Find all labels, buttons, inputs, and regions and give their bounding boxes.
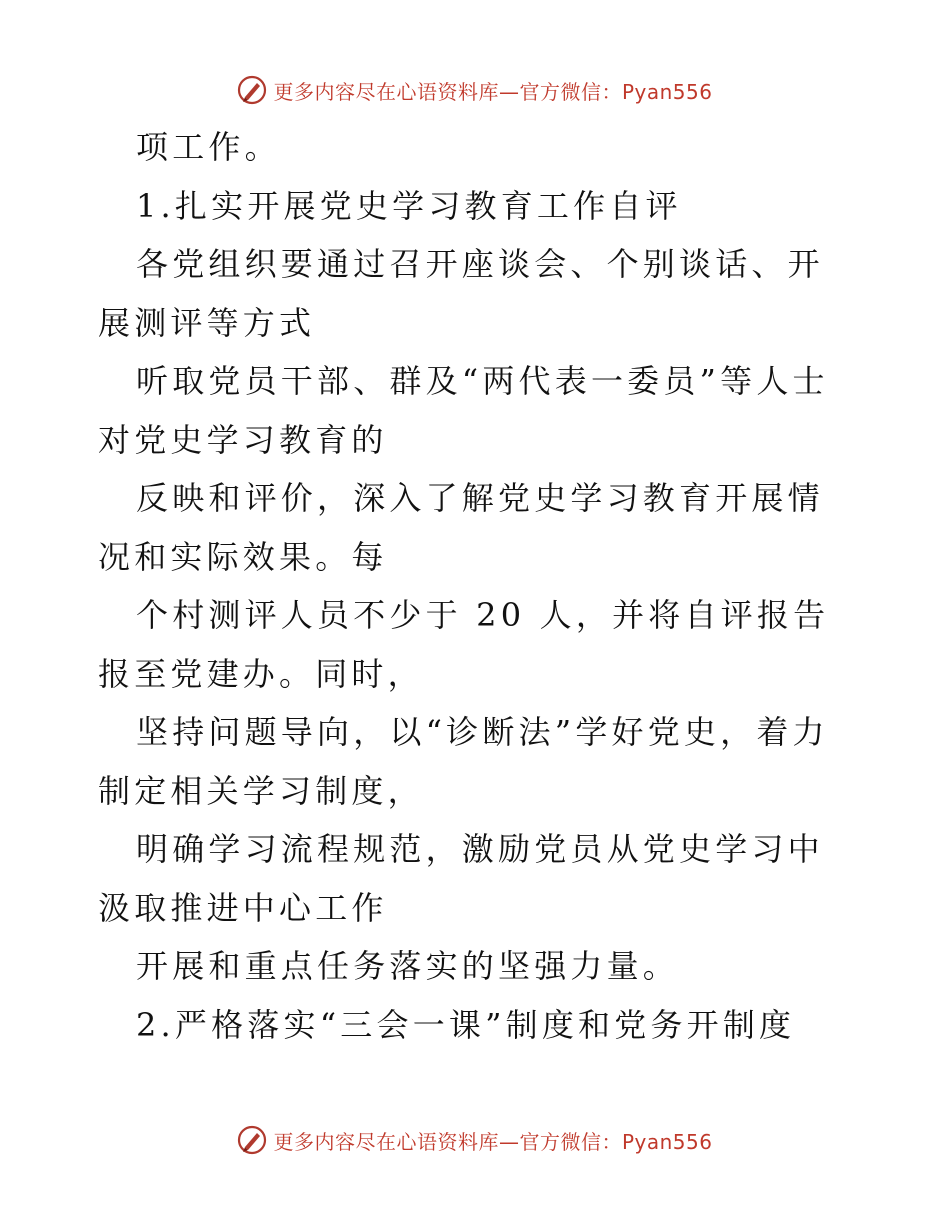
paragraph: 反映和评价，深入了解党史学习教育开展情况和实际效果。每	[98, 479, 824, 576]
footer-watermark-text: 更多内容尽在心语资料库—官方微信：Pyan556	[273, 1129, 713, 1154]
paragraph: 坚持问题导向，以“诊断法”学好党史，着力制定相关学习制度，	[98, 713, 829, 810]
section-heading: 1.扎实开展党史学习教育工作自评	[136, 186, 682, 225]
paragraph: 项工作。	[136, 128, 281, 166]
document-body	[98, 118, 858, 1054]
paragraph: 明确学习流程规范，激励党员从党史学习中汲取推进中心工作	[98, 830, 824, 927]
paragraph: 各党组织要通过召开座谈会、个别谈话、开展测评等方式	[98, 245, 824, 342]
paragraph: 开展和重点任务落实的坚强力量。	[136, 947, 680, 985]
footer-watermark	[0, 1120, 950, 1160]
pen-logo-icon	[237, 1125, 267, 1155]
pen-logo-icon	[237, 75, 267, 105]
header-watermark	[0, 70, 950, 110]
header-watermark-text: 更多内容尽在心语资料库—官方微信：Pyan556	[273, 79, 713, 104]
paragraph: 听取党员干部、群及“两代表一委员”等人士对党史学习教育的	[98, 362, 829, 459]
paragraph: 个村测评人员不少于 20 人，并将自评报告报至党建办。同时，	[98, 596, 830, 693]
section-heading: 2.严格落实“三会一课”制度和党务开制度	[136, 1005, 796, 1044]
